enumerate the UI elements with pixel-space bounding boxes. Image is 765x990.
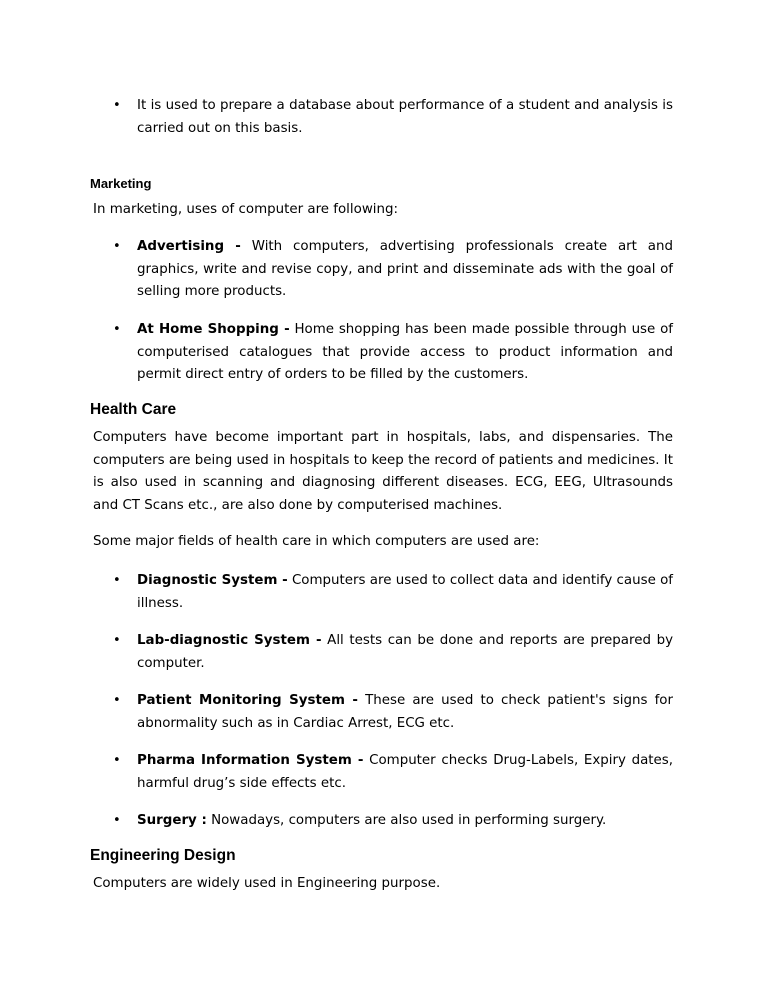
list-item — [113, 750, 674, 795]
bullet-icon: • — [113, 239, 121, 254]
list-item — [113, 95, 673, 140]
list-item — [113, 690, 673, 735]
bullet-text: Home shopping has been made possible through use of computerised catalogues that provide access to product information and permit direct entry of orders to be filled by the customers. — [137, 322, 673, 382]
bullet-text: Computers are used to collect data and identify cause of illness. — [137, 573, 673, 611]
list-item — [113, 236, 673, 304]
bullet-term: Patient Monitoring System - — [137, 693, 358, 708]
health-care-intro: Some major fields of health care in which computers are used are: — [93, 534, 540, 549]
marketing-intro: In marketing, uses of computer are following: — [93, 202, 398, 217]
list-item — [113, 319, 673, 387]
bullet-icon: • — [113, 633, 121, 648]
bullet-icon: • — [113, 813, 121, 828]
health-care-paragraph: Computers have become important part in hospitals, labs, and dispensaries. The computers are being used in hospitals to keep the record of patients and medicines. It is also used in scanning and diagnosing different diseases. ECG, EEG, Ultrasounds and CT Scans etc., are also done by computerised machines. — [93, 430, 673, 513]
bullet-text: All tests can be done and reports are prepared by computer. — [137, 633, 673, 671]
bullet-icon: • — [113, 573, 121, 588]
bullet-text: Computer checks Drug-Labels, Expiry dates, harmful drug’s side effects etc. — [137, 753, 674, 791]
marketing-heading: Marketing — [90, 176, 152, 191]
list-item — [113, 630, 673, 675]
health-care-heading: Health Care — [90, 401, 177, 418]
engineering-paragraph: Computers are widely used in Engineering purpose. — [93, 876, 441, 891]
bullet-text: It is used to prepare a database about performance of a student and analysis is carried out on this basis. — [137, 98, 673, 136]
bullet-term: Pharma Information System - — [137, 753, 364, 768]
bullet-icon: • — [113, 98, 121, 113]
bullet-text: These are used to check patient's signs for abnormality such as in Cardiac Arrest, ECG etc. — [137, 693, 673, 731]
bullet-term: Advertising - — [137, 239, 241, 254]
bullet-term: Surgery : — [137, 813, 207, 828]
engineering-heading: Engineering Design — [90, 847, 236, 864]
bullet-term: At Home Shopping - — [137, 322, 290, 337]
bullet-term: Diagnostic System - — [137, 573, 288, 588]
bullet-icon: • — [113, 322, 121, 337]
bullet-text: Nowadays, computers are also used in performing surgery. — [211, 813, 607, 828]
list-item — [113, 570, 673, 615]
bullet-text: With computers, advertising professionals create art and graphics, write and revise copy, and print and disseminate ads with the goal of selling more products. — [137, 239, 673, 299]
bullet-term: Lab-diagnostic System - — [137, 633, 322, 648]
bullet-icon: • — [113, 693, 121, 708]
bullet-icon: • — [113, 753, 121, 768]
list-item — [113, 810, 673, 833]
